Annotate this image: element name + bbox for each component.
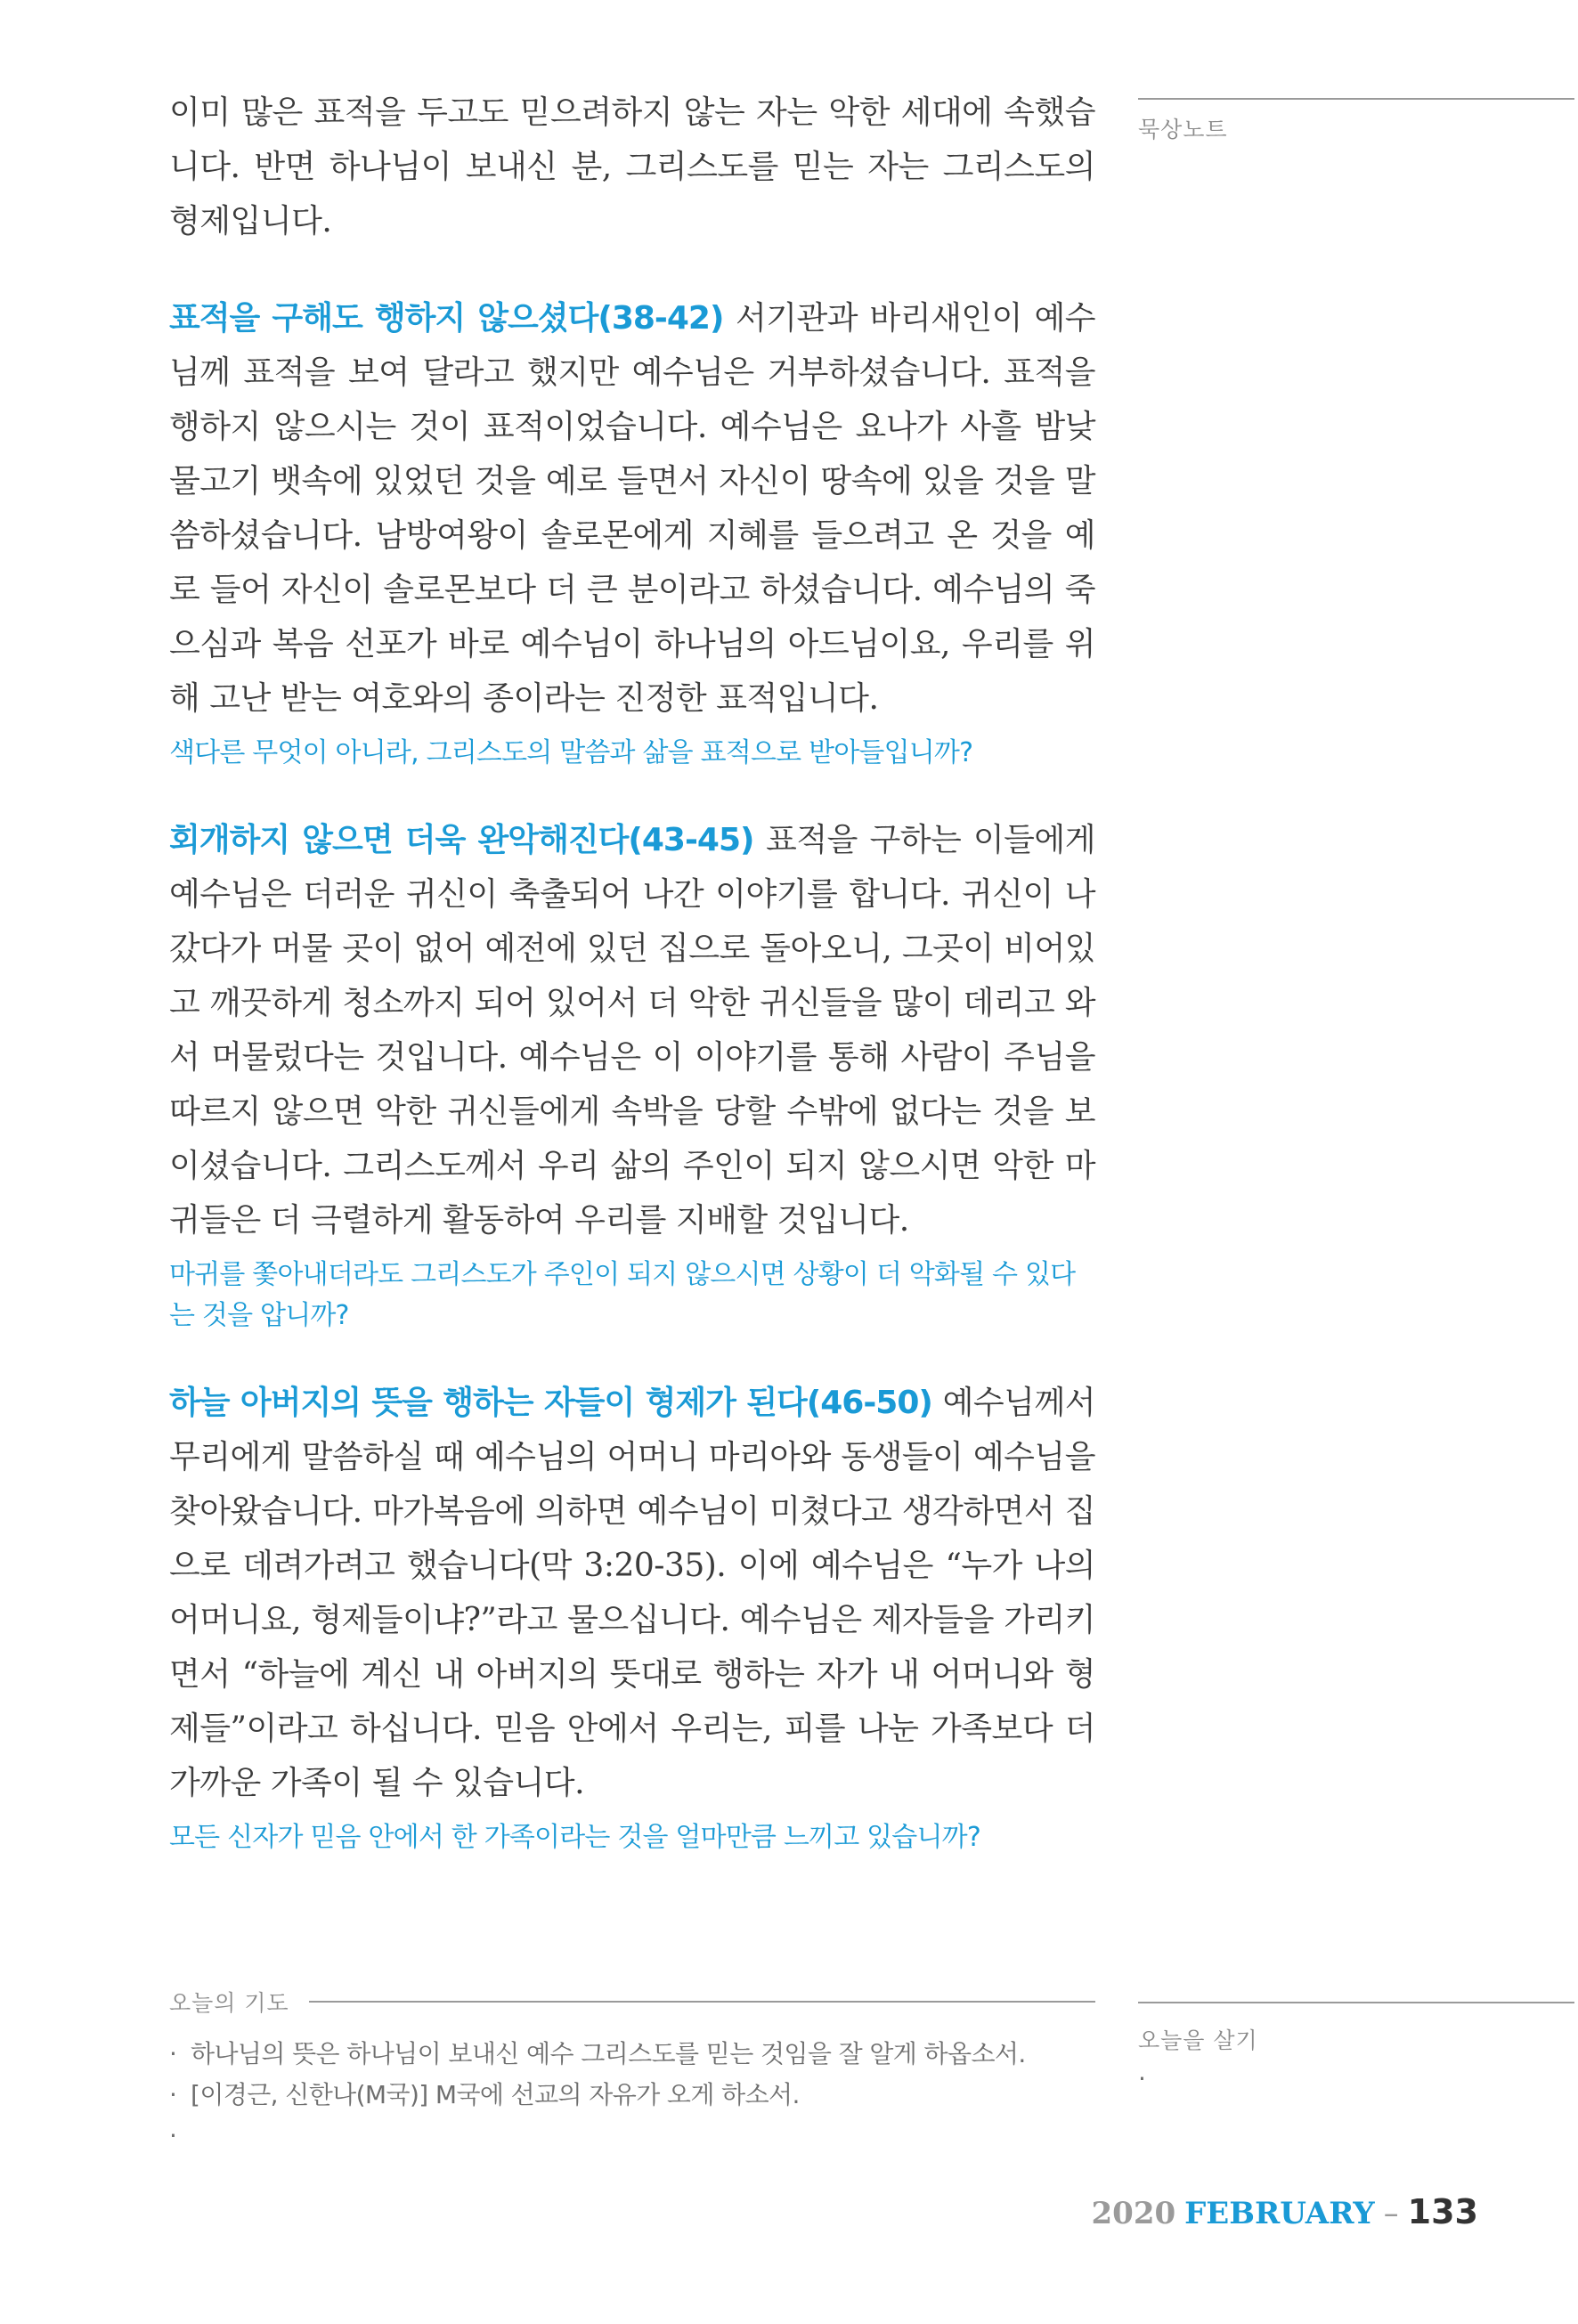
page-footer [1092, 2192, 1478, 2231]
section-family [169, 1376, 1095, 1858]
footer-year: 2020 [1091, 2196, 1176, 2231]
prayer-item-text: [이경근, 신한나(M국)] M국에 선교의 자유가 오게 하소서. [191, 2080, 800, 2109]
today-live-bullet: · [1138, 2064, 1146, 2093]
reflection-question: 마귀를 쫓아내더라도 그리스도가 주인이 되지 않으시면 상황이 더 악화될 수 있다는 것을 압니까? [169, 1259, 1076, 1331]
section-paragraph [169, 291, 1095, 726]
bullet-icon: · [169, 2039, 177, 2068]
page-number: 133 [1407, 2192, 1478, 2231]
todays-prayer [169, 1986, 1095, 2157]
section-body: 예수님께서 무리에게 말씀하실 때 예수님의 어머니 마리아와 동생들이 예수님을 찾아왔습니다. 마가복음에 의하면 예수님이 미쳤다고 생각하면서 집으로 데려가려고 했습니다(막 3:20-35). 이에 예수님은 “누가 나의 어머니요, 형제들이냐?”라고 물으십니다. 예수님은 제자들을 가리키면서 “하늘에 계신 내 아버지의 뜻대로 행하는 자가 내 어머니와 형제들”이라고 하십니다. 믿음 안에서 우리는, 피를 나눈 가족보다 더 가까운 가족이 될 수 있습니다. [169, 1385, 1095, 1801]
prayer-title: 오늘의 기도 [169, 1990, 289, 2016]
section-heading: 회개하지 않으면 더욱 완악해진다(43-45) [169, 822, 754, 858]
prayer-item [169, 2116, 1095, 2157]
section-paragraph [169, 813, 1095, 1247]
main-column [169, 85, 1095, 1897]
section-repent [169, 813, 1095, 1337]
bullet-icon: · [169, 2121, 177, 2150]
reflection-question: 색다른 무엇이 아니라, 그리스도의 말씀과 삶을 표적으로 받아들입니까? [169, 737, 973, 768]
section-body: 표적을 구하는 이들에게 예수님은 더러운 귀신이 축출되어 나간 이야기를 합니다. 귀신이 나갔다가 머물 곳이 없어 예전에 있던 집으로 돌아오니, 그곳이 비어있고 깨끗하게 청소까지 되어 있어서 더 악한 귀신들을 많이 데리고 와서 머물렀다는 것입니다. 예수님은 이 이야기를 통해 사람이 주님을 따르지 않으면 악한 귀신들에게 속박을 당할 수밖에 없다는 것을 보이셨습니다. 그리스도께서 우리 삶의 주인이 되지 않으시면 악한 마귀들은 더 극렬하게 활동하여 우리를 지배할 것입니다. [169, 822, 1095, 1239]
section-heading: 표적을 구해도 행하지 않으셨다(38-42) [169, 300, 724, 337]
meditation-note-area [1138, 98, 1574, 144]
section-paragraph [169, 1376, 1095, 1810]
footer-month: FEBRUARY [1184, 2196, 1375, 2231]
intro-paragraph: 이미 많은 표적을 두고도 믿으려하지 않는 자는 악한 세대에 속했습니다. 반면 하나님이 보내신 분, 그리스도를 믿는 자는 그리스도의 형제입니다. [169, 94, 1095, 240]
bullet-icon: · [169, 2080, 177, 2109]
section-sign [169, 291, 1095, 774]
prayer-item [169, 2034, 1095, 2075]
today-live-area [1138, 2002, 1574, 2100]
section-heading: 하늘 아버지의 뜻을 행하는 자들이 형제가 된다(46-50) [169, 1385, 932, 1421]
footer-dash: – [1383, 2196, 1399, 2231]
reflection-question: 모든 신자가 믿음 안에서 한 가족이라는 것을 얼마만큼 느끼고 있습니까? [169, 1822, 980, 1853]
prayer-divider [309, 2001, 1095, 2003]
prayer-list [169, 2034, 1095, 2157]
meditation-note-label: 묵상노트 [1138, 117, 1228, 142]
prayer-header [169, 1986, 1095, 2018]
prayer-item [169, 2075, 1095, 2116]
today-live-label: 오늘을 살기 [1138, 2027, 1258, 2053]
prayer-item-text: 하나님의 뜻은 하나님이 보내신 예수 그리스도를 믿는 것임을 잘 알게 하옵소서. [191, 2039, 1026, 2068]
section-body: 서기관과 바리새인이 예수님께 표적을 보여 달라고 했지만 예수님은 거부하셨습니다. 표적을 행하지 않으시는 것이 표적이었습니다. 예수님은 요나가 사흘 밤낮 물고기 뱃속에 있었던 것을 예로 들면서 자신이 땅속에 있을 것을 말씀하셨습니다. 남방여왕이 솔로몬에게 지혜를 들으려고 온 것을 예로 들어 자신이 솔로몬보다 더 큰 분이라고 하셨습니다. 예수님의 죽으심과 복음 선포가 바로 예수님이 하나님의 아드님이요, 우리를 위해 고난 받는 여호와의 종이라는 진정한 표적입니다. [169, 300, 1095, 717]
